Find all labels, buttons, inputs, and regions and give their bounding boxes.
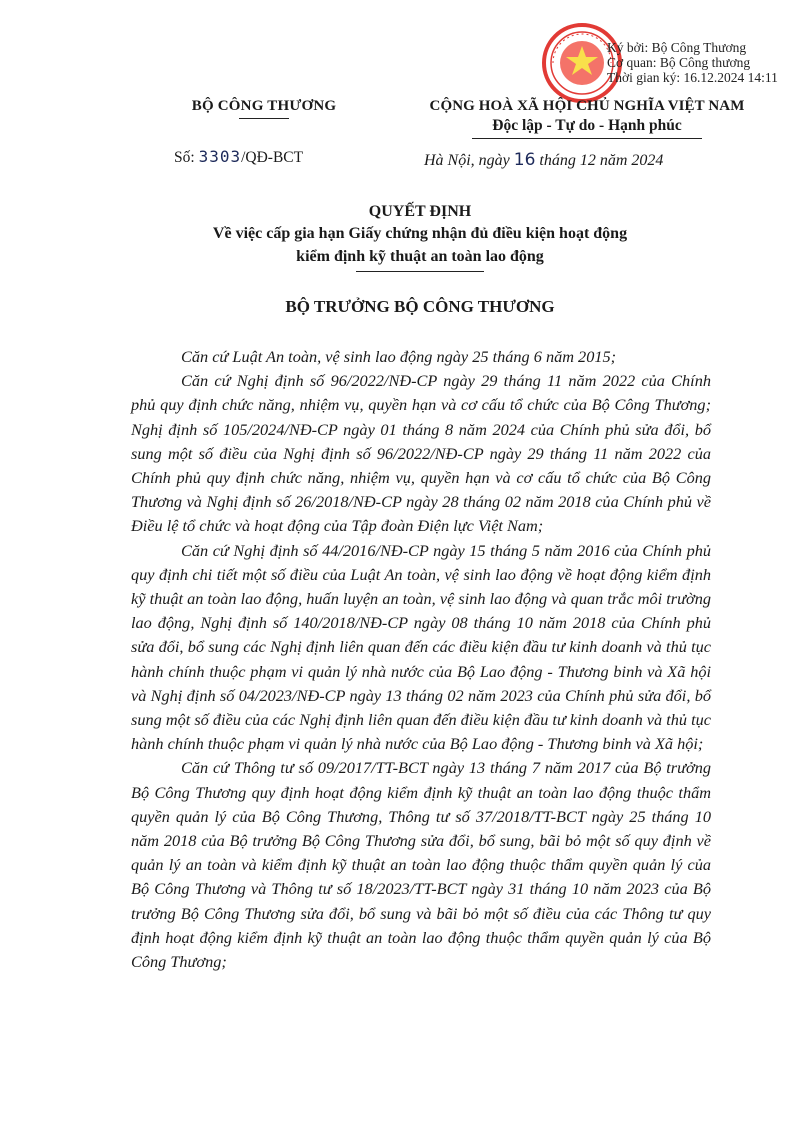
legal-basis-paragraph: Căn cứ Nghị định số 96/2022/NĐ-CP ngày 29 tháng 11 năm 2022 của Chính phủ quy định chức năng, nhiệm vụ, quyền hạn và cơ cấu tổ chức của Bộ Công Thương; Nghị định số 105/2024/NĐ-CP ngày 01 tháng 8 năm 2024 của Chính phủ sửa đổi, bổ sung một số điều của Nghị định số 96/2022/NĐ-CP ngày 29 tháng 11 năm 2022 của Chính phủ quy định chức năng, nhiệm vụ, quyền hạn và cơ cấu tổ chức của Bộ Công Thương và Nghị định số 26/2018/NĐ-CP ngày 28 tháng 02 năm 2018 của Chính phủ về Điều lệ tổ chức và hoạt động của Tập đoàn Điện lực Việt Nam;	[131, 371, 711, 536]
date-day-handwritten: 16	[513, 150, 536, 170]
document-type: QUYẾT ĐỊNH	[368, 203, 472, 220]
title-block	[100, 203, 740, 272]
country-name: CỘNG HOÀ XÃ HỘI CHỦ NGHĨA VIỆT NAM	[429, 98, 745, 114]
issuing-agency: BỘ CÔNG THƯƠNG	[191, 98, 337, 114]
legal-basis-paragraph: Căn cứ Nghị định số 44/2016/NĐ-CP ngày 15 tháng 5 năm 2016 của Chính phủ quy định chi tiết một số điều của Luật An toàn, vệ sinh lao động về hoạt động kiểm định kỹ thuật an toàn lao động, huấn luyện an toàn, vệ sinh lao động và quan trắc môi trường lao động, Nghị định số 140/2018/NĐ-CP ngày 08 tháng 10 năm 2018 của Chính phủ sửa đổi, bổ sung các Nghị định liên quan đến các điều kiện đầu tư kinh doanh và thủ tục hành chính thuộc phạm vi quản lý nhà nước của Bộ Lao động - Thương binh và Xã hội và Nghị định số 04/2023/NĐ-CP ngày 13 tháng 02 năm 2023 của Chính phủ sửa đổi, bổ sung một số điều của các Nghị định liên quan đến điều kiện đầu tư kinh doanh và thủ tục hành chính thuộc phạm vi quản lý nhà nước của Bộ Lao động - Thương binh và Xã hội;	[131, 540, 711, 754]
date-prefix: Hà Nội, ngày	[424, 152, 510, 169]
signing-agency: Cơ quan: Bộ Công thương	[607, 55, 751, 70]
place-and-date	[424, 150, 663, 170]
national-motto: Độc lập - Tự do - Hạnh phúc	[492, 117, 682, 134]
subject-underline	[356, 271, 484, 272]
date-suffix: tháng 12 năm 2024	[539, 152, 664, 169]
issuing-agency-block	[174, 98, 354, 119]
number-suffix: /QĐ-BCT	[241, 149, 304, 166]
signing-time: Thời gian ký: 16.12.2024 14:11	[607, 70, 778, 85]
legal-basis-paragraph: Căn cứ Thông tư số 09/2017/TT-BCT ngày 13 tháng 7 năm 2017 của Bộ trưởng Bộ Công Thương quy định hoạt động kiểm định kỹ thuật an toàn lao động thuộc thẩm quyền quản lý của Bộ Công Thương, Thông tư số 37/2018/TT-BCT ngày 25 tháng 10 năm 2018 của Bộ trưởng Bộ Công Thương sửa đổi, bổ sung, bãi bỏ một số quy định về quản lý an toàn và kiểm định kỹ thuật an toàn lao động thuộc thẩm quyền quản lý của Bộ Công Thương và Thông tư số 18/2023/TT-BCT ngày 31 tháng 10 năm 2023 của Bộ trưởng Bộ Công Thương sửa đổi, bổ sung và bãi bỏ một số điều của các Thông tư quy định hoạt động kiểm định kỹ thuật an toàn lao động thuộc thẩm quyền quản lý của Bộ Công Thương;	[131, 758, 711, 972]
digital-signature-info	[607, 40, 800, 85]
national-header-block	[387, 98, 787, 139]
number-handwritten: 3303	[198, 147, 242, 166]
subject-line-2: kiểm định kỹ thuật an toàn lao động	[296, 248, 544, 265]
legal-basis-body	[131, 345, 711, 974]
number-prefix: Số:	[174, 149, 195, 166]
motto-underline	[472, 138, 702, 139]
signed-by: Ký bởi: Bộ Công Thương	[607, 40, 747, 55]
agency-underline	[239, 118, 289, 119]
issuing-authority: BỘ TRƯỞNG BỘ CÔNG THƯƠNG	[285, 297, 555, 316]
subject-line-1: Về việc cấp gia hạn Giấy chứng nhận đủ điều kiện hoạt động	[212, 225, 628, 242]
legal-basis-paragraph: Căn cứ Luật An toàn, vệ sinh lao động ngày 25 tháng 6 năm 2015;	[181, 347, 617, 366]
document-number	[174, 147, 303, 167]
